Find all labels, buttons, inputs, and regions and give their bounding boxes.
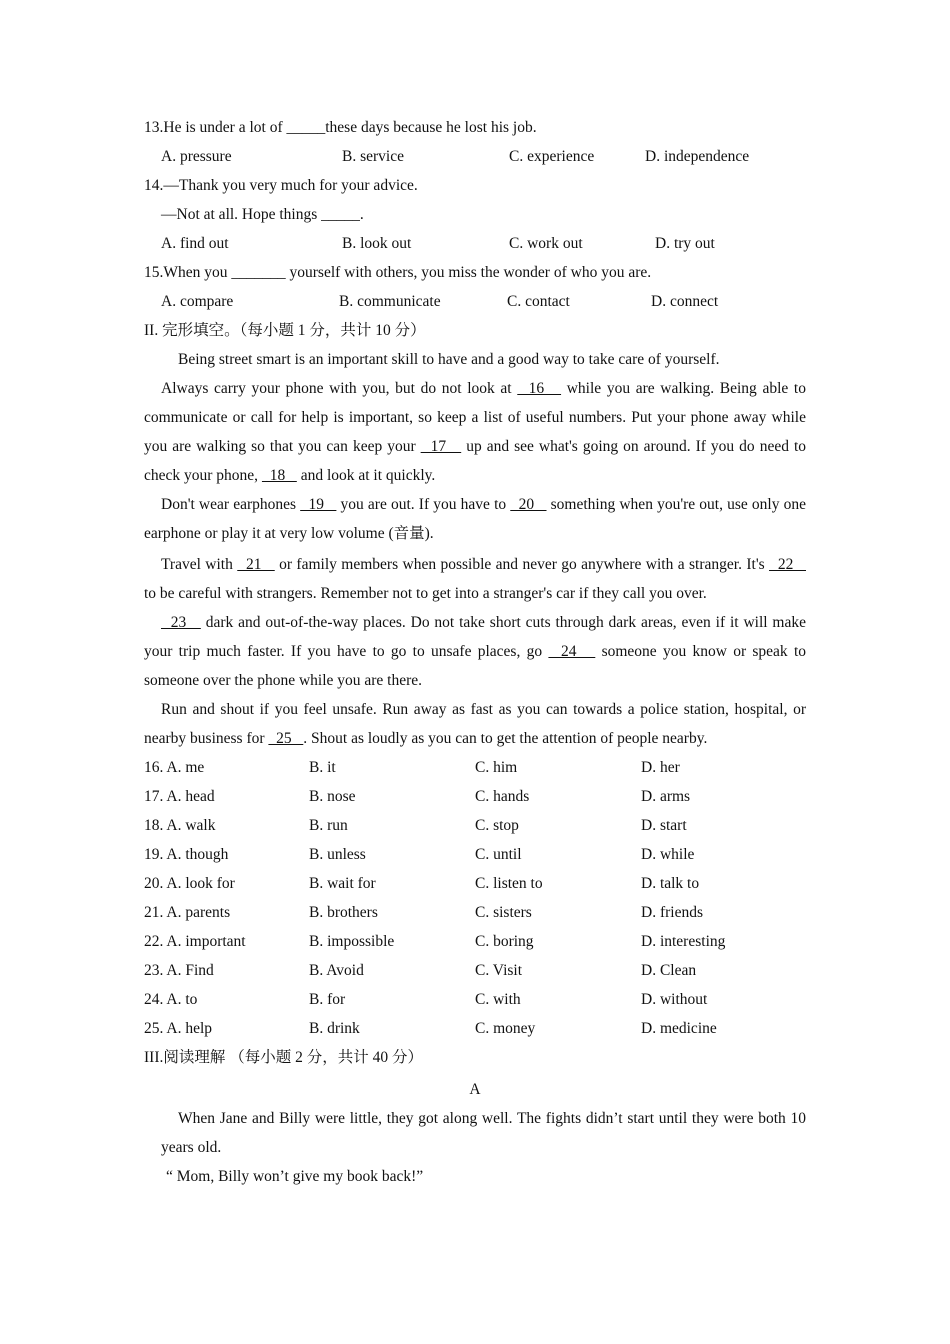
- cloze-paragraph-4: Travel with 21 or family members when possible and never go anywhere with a stranger. It's 22 to be careful with strangers. Remember not to get into a stranger's car if they call you over.: [144, 556, 806, 602]
- reading-paragraph-1: When Jane and Billy were little, they got along well. The fights didn’t start until they were both 10 years old.: [161, 1110, 806, 1156]
- cloze-paragraph-3: Don't wear earphones 19 you are out. If you have to 20 something when you're out, use only one earphone or play it at very low volume (音量).: [144, 496, 807, 542]
- cloze-option-row: 24. A. to B. for C. with D. without: [144, 991, 708, 1008]
- option-b: B. communicate: [339, 293, 441, 310]
- cloze-option-row: 22. A. important B. impossible C. boring D. interesting: [144, 933, 726, 950]
- cloze-paragraph-5: 23 dark and out-of-the-way places. Do not take short cuts through dark areas, even if it will make your trip much faster. If you have to go to unsafe places, go 24 someone you know or speak to someone over the phone while you are there.: [144, 614, 807, 689]
- section-2-heading: II. 完形填空。（每小题 1 分，共计 10 分）: [144, 322, 426, 339]
- blank-18: 18: [261, 467, 297, 484]
- cloze-option-row: 19. A. though B. unless C. until D. while: [144, 846, 695, 863]
- blank-24: 24: [548, 643, 596, 660]
- cloze-option-row: 18. A. walk B. run C. stop D. start: [144, 817, 687, 834]
- question-15-stem: 15.When you _______ yourself with others, you miss the wonder of who you are.: [144, 264, 652, 281]
- cloze-option-row: 21. A. parents B. brothers C. sisters D. friends: [144, 904, 703, 921]
- question-14-options: [144, 229, 806, 258]
- cloze-option-row: 17. A. head B. nose C. hands D. arms: [144, 788, 691, 805]
- cloze-option-row: 23. A. Find B. Avoid C. Visit D. Clean: [144, 962, 697, 979]
- reading-paragraph-2: “ Mom, Billy won’t give my book back!”: [166, 1168, 424, 1185]
- cloze-paragraph-6: Run and shout if you feel unsafe. Run away as fast as you can towards a police station, hospital, or nearby business for 25 . Shout as loudly as you can to get the attention of people nearby.: [144, 701, 806, 747]
- blank-25: 25: [268, 730, 304, 747]
- cloze-paragraph-2: Always carry your phone with you, but do not look at 16 while you are walking. Being able to communicate or call for help is important, so keep a list of useful numbers. Put your phone away while you are walking so that you can keep your 17 up and see what's going on around. If you do need to check your phone, 18 and look at it quickly.: [144, 380, 807, 484]
- blank-20: 20: [510, 496, 547, 513]
- cloze-option-row: 25. A. help B. drink C. money D. medicine: [144, 1020, 717, 1037]
- option-d: D. try out: [655, 235, 715, 252]
- option-c: C. work out: [509, 235, 583, 252]
- option-a: A. compare: [161, 293, 234, 310]
- blank-21: 21: [237, 556, 275, 573]
- blank-16: 16: [517, 380, 562, 397]
- blank-19: 19: [300, 496, 337, 513]
- question-14-stem: 14.—Thank you very much for your advice.: [144, 177, 418, 194]
- question-15-options: [144, 287, 806, 316]
- blank-23: 23: [161, 614, 201, 631]
- cloze-option-row: 20. A. look for B. wait for C. listen to D. talk to: [144, 875, 700, 892]
- blank-22: 22: [769, 556, 806, 573]
- question-14-reply: —Not at all. Hope things _____.: [161, 206, 364, 223]
- option-d: D. independence: [645, 148, 750, 165]
- option-a: A. pressure: [161, 148, 232, 165]
- option-a: A. find out: [161, 235, 229, 252]
- option-b: B. look out: [342, 235, 412, 252]
- section-3-heading: III.阅读理解 （每小题 2 分，共计 40 分）: [144, 1049, 423, 1066]
- option-c: C. experience: [509, 148, 595, 165]
- cloze-option-row: 16. A. me B. it C. him D. her: [144, 759, 680, 776]
- option-c: C. contact: [507, 293, 570, 310]
- question-13-stem: 13.He is under a lot of _____these days because he lost his job.: [144, 119, 537, 136]
- option-b: B. service: [342, 148, 404, 165]
- question-13-options: [144, 142, 806, 171]
- passage-label: A: [469, 1081, 481, 1098]
- cloze-paragraph-1: Being street smart is an important skill to have and a good way to take care of yourself.: [178, 351, 720, 368]
- blank-17: 17: [420, 438, 462, 455]
- cloze-options: [144, 753, 806, 1043]
- exam-page: [144, 113, 806, 1191]
- option-d: D. connect: [651, 293, 719, 310]
